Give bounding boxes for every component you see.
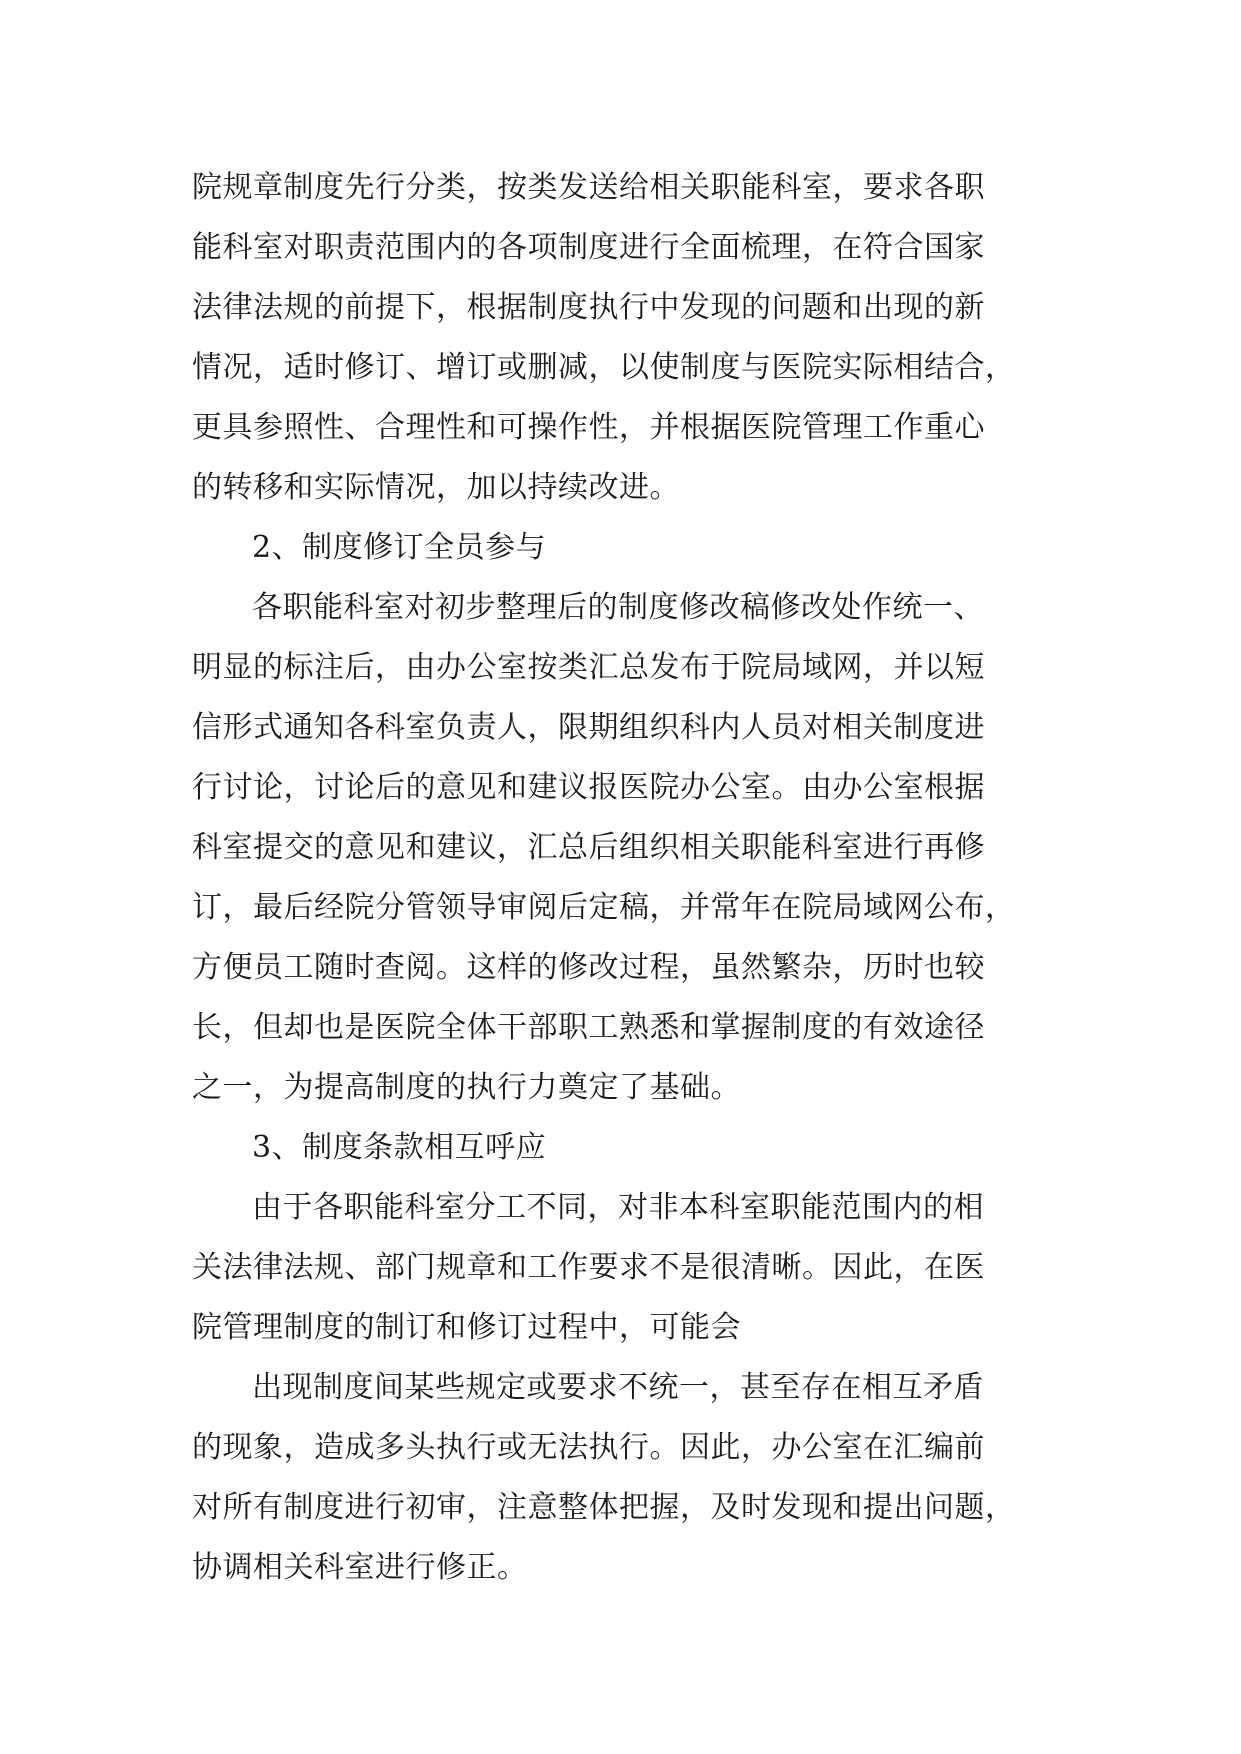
- text-line: 行讨论，讨论后的意见和建议报医院办公室。由办公室根据: [192, 770, 985, 805]
- text-line: 的转移和实际情况，加以持续改进。: [192, 470, 680, 505]
- paragraph-full-participation: [192, 578, 1052, 1118]
- text-line: 关法律法规、部门规章和工作要求不是很清晰。因此，在医: [192, 1250, 985, 1285]
- text-line: 情况，适时修订、增订或删减，以使制度与医院实际相结合，: [192, 350, 1016, 385]
- text-line: 更具参照性、合理性和可操作性，并根据医院管理工作重心: [192, 410, 985, 445]
- text-line: 之一，为提高制度的执行力奠定了基础。: [192, 1070, 741, 1105]
- text-line: 订，最后经院分管领导审阅后定稿，并常年在院局域网公布，: [192, 890, 1016, 925]
- paragraph-clause-coordination: [192, 1178, 1052, 1358]
- text-line: 明显的标注后，由办公室按类汇总发布于院局域网，并以短: [192, 650, 985, 685]
- text-line: 能科室对职责范围内的各项制度进行全面梳理，在符合国家: [192, 230, 985, 265]
- text-line: 由于各职能科室分工不同，对非本科室职能范围内的相: [252, 1190, 984, 1225]
- section-heading-2: [192, 518, 1052, 578]
- heading-text: 3、制度条款相互呼应: [252, 1130, 547, 1165]
- text-line: 法律法规的前提下，根据制度执行中发现的问题和出现的新: [192, 290, 985, 325]
- text-line: 长，但却也是医院全体干部职工熟悉和掌握制度的有效途径: [192, 1010, 985, 1045]
- text-line: 院规章制度先行分类，按类发送给相关职能科室，要求各职: [192, 170, 985, 205]
- text-line: 各职能科室对初步整理后的制度修改稿修改处作统一、: [252, 590, 984, 625]
- document-body: [192, 158, 1052, 1598]
- text-line: 信形式通知各科室负责人，限期组织科内人员对相关制度进: [192, 710, 985, 745]
- text-line: 出现制度间某些规定或要求不统一，甚至存在相互矛盾: [252, 1370, 984, 1405]
- section-heading-3: [192, 1118, 1052, 1178]
- paragraph-continuation: [192, 158, 1052, 518]
- text-line: 对所有制度进行初审，注意整体把握，及时发现和提出问题，: [192, 1490, 1016, 1525]
- text-line: 院管理制度的制订和修订过程中，可能会: [192, 1310, 741, 1345]
- text-line: 方便员工随时查阅。这样的修改过程，虽然繁杂，历时也较: [192, 950, 985, 985]
- text-line: 协调相关科室进行修正。: [192, 1550, 528, 1585]
- text-line: 科室提交的意见和建议，汇总后组织相关职能科室进行再修: [192, 830, 985, 865]
- paragraph-inconsistency: [192, 1358, 1052, 1598]
- heading-text: 2、制度修订全员参与: [252, 530, 547, 565]
- text-line: 的现象，造成多头执行或无法执行。因此，办公室在汇编前: [192, 1430, 985, 1465]
